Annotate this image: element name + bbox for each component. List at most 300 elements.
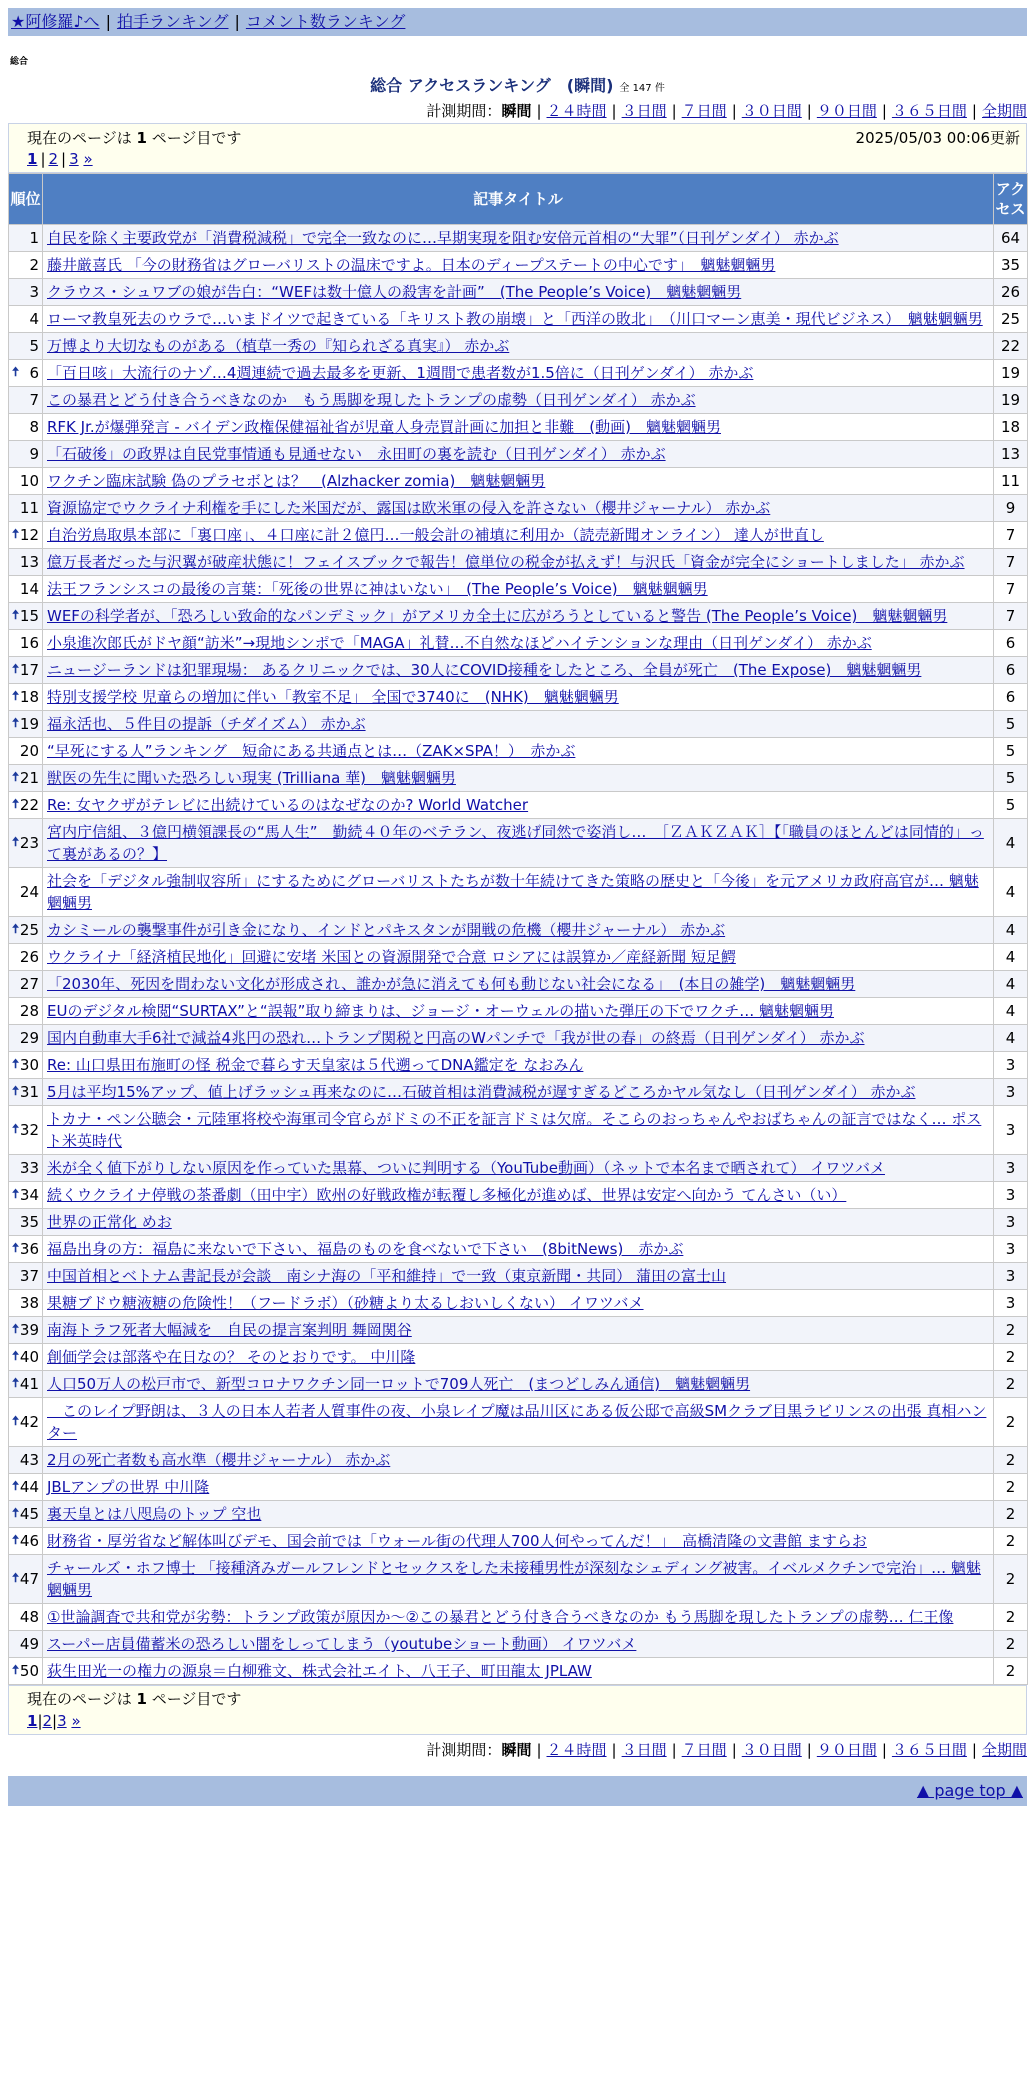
- pagination-bottom: [27, 1710, 1020, 1734]
- article-link[interactable]: 中国首相とベトナム書記長が会談 南シナ海の「平和維持」で一致（東京新聞・共同） 蒲田の富士山: [47, 1267, 727, 1285]
- table-row: [9, 1236, 1028, 1263]
- nav-applause-ranking-link[interactable]: 拍手ランキング: [116, 12, 229, 31]
- article-link[interactable]: 資源協定でウクライナ利権を手にした米国だが、露国は欧米軍の侵入を許さない（櫻井ジャーナル） 赤かぶ: [47, 499, 771, 517]
- rank-up-arrow-icon: 🠅: [12, 1479, 20, 1494]
- article-link[interactable]: Re: 山口県田布施町の怪 税金で暮らす天皇家は５代遡ってDNA鑑定を なおみん: [47, 1056, 584, 1074]
- title-cell: [43, 1182, 994, 1209]
- rank-cell: [9, 360, 43, 387]
- period-separator: |: [536, 102, 542, 120]
- rank-up-arrow-icon: 🠅: [12, 922, 20, 937]
- rank-cell: [9, 1555, 43, 1604]
- page-link[interactable]: 2: [42, 1712, 53, 1730]
- rank-cell: [9, 1263, 43, 1290]
- article-link[interactable]: トカナ・ペン公聴会・元陸軍将校や海軍司令官らがドミの不正を証言ドミは欠席。そこらのおっちゃんやおばちゃんの証言ではなく… ポスト米英時代: [47, 1110, 982, 1150]
- access-count: 2: [994, 1344, 1028, 1371]
- article-link[interactable]: 法王フランシスコの最後の言葉：「死後の世界に神はいない」 (The People’s Voice) 魑魅魍魎男: [47, 580, 708, 598]
- article-link[interactable]: 5月は平均15%アップ、値上げラッシュ再来なのに…石破首相は消費減税が遅すぎるどころかヤル気なし（日刊ゲンダイ） 赤かぶ: [47, 1083, 916, 1101]
- title-cell: [43, 1555, 994, 1604]
- access-count: 3: [994, 1106, 1028, 1155]
- article-link[interactable]: 自民を除く主要政党が「消費税減税」で完全一致なのに…早期実現を阻む安倍元首相の“大罪”（日刊ゲンダイ） 赤かぶ: [47, 229, 839, 247]
- title-cell: [43, 333, 994, 360]
- rank-number: 34: [19, 1186, 39, 1204]
- article-link[interactable]: ウクライナ「経済植民地化」回避に安堵 米国との資源開発で合意 ロシアには誤算か／産経新聞 短足鰐: [47, 948, 736, 966]
- title-cell: [43, 1317, 994, 1344]
- rank-cell: [9, 387, 43, 414]
- access-count: 4: [994, 819, 1028, 868]
- rank-cell: [9, 495, 43, 522]
- pager-separator: |: [37, 1712, 43, 1730]
- period-link[interactable]: ２４時間: [546, 1741, 607, 1759]
- article-link[interactable]: 自治労鳥取県本部に「裏口座」、４口座に計２億円…一般会計の補填に利用か（読売新聞オンライン） 達人が世直し: [47, 526, 824, 544]
- period-separator: |: [536, 1741, 542, 1759]
- period-link[interactable]: ３０日間: [741, 1741, 802, 1759]
- access-count: 3: [994, 1155, 1028, 1182]
- title-cell: [43, 1209, 994, 1236]
- table-row: [9, 1474, 1028, 1501]
- pagination-top: [27, 148, 1020, 172]
- table-row: [9, 1155, 1028, 1182]
- period-separator: |: [881, 102, 887, 120]
- period-separator: |: [971, 1741, 977, 1759]
- period-link[interactable]: ３日間: [621, 1741, 667, 1759]
- page-link-current[interactable]: 1: [27, 1712, 38, 1730]
- rank-up-arrow-icon: 🠅: [12, 1122, 20, 1137]
- article-link[interactable]: ニュージーランドは犯罪現場： あるクリニックでは、30人にCOVID接種をしたところ、全員が死亡 (The Expose) 魑魅魍魎男: [47, 661, 922, 679]
- title-cell: [43, 1052, 994, 1079]
- rank-cell: [9, 819, 43, 868]
- period-separator: |: [671, 1741, 677, 1759]
- article-link[interactable]: 福島出身の方：福島に来ないで下さい、福島のものを食べないで下さい (8bitNews) 赤かぶ: [47, 1240, 684, 1258]
- rank-cell: [9, 765, 43, 792]
- rank-up-arrow-icon: 🠅: [12, 770, 20, 785]
- access-count: 4: [994, 1025, 1028, 1052]
- access-count: 2: [994, 1447, 1028, 1474]
- article-link[interactable]: 荻生田光一の権力の源泉＝白柳雅文、株式会社エイト、八王子、町田龍太 JPLAW: [47, 1662, 592, 1680]
- rank-up-arrow-icon: 🠅: [12, 1187, 20, 1202]
- title-cell: [43, 944, 994, 971]
- access-count: 3: [994, 1290, 1028, 1317]
- article-link[interactable]: スーパー店員備蓄米の恐ろしい闇をしってしまう（youtubeショート動画） イワツバメ: [47, 1635, 637, 1653]
- rank-cell: [9, 252, 43, 279]
- table-row: [9, 630, 1028, 657]
- period-selector-top: [8, 100, 1027, 121]
- rank-cell: [9, 414, 43, 441]
- title-cell: [43, 1447, 994, 1474]
- rank-number: 12: [19, 526, 39, 544]
- rank-cell: [9, 1501, 43, 1528]
- rank-up-arrow-icon: 🠅: [12, 797, 20, 812]
- rank-cell: [9, 1236, 43, 1263]
- access-count: 3: [994, 1182, 1028, 1209]
- article-link[interactable]: WEFの科学者が、「恐ろしい致命的なパンデミック」がアメリカ全土に広がろうとしていると警告 (The People’s Voice) 魑魅魍魎男: [47, 607, 948, 625]
- rank-number: 35: [19, 1213, 39, 1231]
- access-count: 13: [994, 441, 1028, 468]
- access-count: 2: [994, 1474, 1028, 1501]
- title-cell: [43, 1155, 994, 1182]
- rank-cell: [9, 306, 43, 333]
- rank-cell: [9, 1631, 43, 1658]
- period-link[interactable]: ２４時間: [546, 102, 607, 120]
- title-cell: [43, 306, 994, 333]
- period-current: 瞬間: [501, 1741, 532, 1759]
- title-cell: [43, 576, 994, 603]
- article-link[interactable]: 社会を「デジタル強制収容所」にするためにグローバリストたちが数十年続けてきた策略の歴史と「今後」を元アメリカ政府高官が… 魑魅魍魎男: [47, 872, 979, 912]
- article-link[interactable]: ローマ教皇死去のウラで…いまドイツで起きている「キリスト教の崩壊」と「西洋の敗北」 （川口マーン恵美・現代ビジネス） 魑魅魍魎男: [47, 310, 983, 328]
- rank-number: 48: [19, 1608, 39, 1626]
- nav-separator: |: [105, 12, 111, 31]
- access-count: 19: [994, 387, 1028, 414]
- rank-number: 8: [29, 418, 39, 436]
- title-cell: [43, 998, 994, 1025]
- period-link[interactable]: ３６５日間: [891, 102, 967, 120]
- rank-number: 49: [19, 1635, 39, 1653]
- access-count: 2: [994, 1398, 1028, 1447]
- title-cell: [43, 819, 994, 868]
- nav-home-link[interactable]: ★阿修羅♪へ: [11, 12, 100, 31]
- table-row: [9, 1528, 1028, 1555]
- rank-up-arrow-icon: 🠅: [12, 1376, 20, 1391]
- table-row: [9, 1182, 1028, 1209]
- table-row: [9, 1263, 1028, 1290]
- rank-number: 15: [19, 607, 39, 625]
- title-cell: [43, 684, 994, 711]
- rank-cell: [9, 1344, 43, 1371]
- table-row: [9, 603, 1028, 630]
- rank-cell: [9, 868, 43, 917]
- article-link[interactable]: カシミールの襲撃事件が引き金になり、インドとパキスタンが開戦の危機（櫻井ジャーナル） 赤かぶ: [47, 921, 726, 939]
- page-status-bottom: [8, 1685, 1027, 1735]
- period-separator: |: [611, 102, 617, 120]
- access-count: 5: [994, 711, 1028, 738]
- page-link[interactable]: 3: [57, 1712, 67, 1730]
- access-count: 35: [994, 252, 1028, 279]
- page-title: [0, 73, 1035, 96]
- rank-cell: [9, 1398, 43, 1447]
- article-link[interactable]: 藤井厳喜氏 「今の財務省はグローバリストの温床ですよ。日本のディープステートの中心です」 魑魅魍魎男: [47, 256, 776, 274]
- rank-up-arrow-icon: 🠅: [12, 1414, 20, 1429]
- period-separator: |: [731, 102, 737, 120]
- table-row: [9, 792, 1028, 819]
- period-link[interactable]: 全期間: [981, 102, 1027, 120]
- rank-number: 38: [19, 1294, 39, 1312]
- rank-up-arrow-icon: 🠅: [12, 527, 20, 542]
- article-link[interactable]: EUのデジタル検閲“SURTAX”と“誤報”取り締まりは、ジョージ・オーウェルの描いた弾圧の下でワクチ… 魑魅魍魎男: [47, 1002, 834, 1020]
- period-separator: |: [731, 1741, 737, 1759]
- ranking-table-body: [9, 225, 1028, 1685]
- rank-number: 22: [19, 796, 39, 814]
- table-row: [9, 868, 1028, 917]
- period-link[interactable]: 全期間: [981, 1741, 1027, 1759]
- access-count: 6: [994, 630, 1028, 657]
- access-count: 6: [994, 657, 1028, 684]
- rank-cell: [9, 1371, 43, 1398]
- table-row: [9, 684, 1028, 711]
- rank-cell: [9, 792, 43, 819]
- period-link[interactable]: ３０日間: [741, 102, 802, 120]
- title-cell: [43, 549, 994, 576]
- table-row: [9, 1209, 1028, 1236]
- title-cell: [43, 1079, 994, 1106]
- title-cell: [43, 360, 994, 387]
- rank-number: 16: [19, 634, 39, 652]
- table-row: [9, 765, 1028, 792]
- rank-up-arrow-icon: 🠅: [12, 1084, 20, 1099]
- table-row: [9, 360, 1028, 387]
- title-cell: [43, 414, 994, 441]
- period-link[interactable]: ９０日間: [816, 1741, 877, 1759]
- access-count: 2: [994, 1501, 1028, 1528]
- period-link[interactable]: ７日間: [681, 102, 727, 120]
- table-row: [9, 819, 1028, 868]
- rank-cell: [9, 1155, 43, 1182]
- header-title: 記事タイトル: [43, 174, 994, 225]
- access-count: 3: [994, 1236, 1028, 1263]
- rank-number: 39: [19, 1321, 39, 1339]
- table-row: [9, 306, 1028, 333]
- rank-cell: [9, 738, 43, 765]
- title-cell: [43, 868, 994, 917]
- access-count: 4: [994, 944, 1028, 971]
- article-link[interactable]: 福永活也、５件目の提訴（チダイズム） 赤かぶ: [47, 715, 366, 733]
- next-page-link[interactable]: »: [83, 150, 93, 168]
- rank-up-arrow-icon: 🠅: [12, 835, 20, 850]
- rank-number: 50: [19, 1662, 39, 1680]
- pager-separator: |: [40, 150, 46, 168]
- next-page-link[interactable]: »: [71, 1712, 81, 1730]
- rank-up-arrow-icon: 🠅: [12, 1322, 20, 1337]
- rank-cell: [9, 225, 43, 252]
- rank-number: 32: [19, 1121, 39, 1139]
- access-count: 2: [994, 1317, 1028, 1344]
- article-link[interactable]: このレイプ野朗は、３人の日本人若者人質事件の夜、小泉レイプ魔は品川区にある仮公邸で高級SMクラブ目黒ラビリンスの出張 真相ハンター: [47, 1402, 987, 1442]
- rank-number: 2: [29, 256, 39, 274]
- rank-number: 41: [19, 1375, 39, 1393]
- article-link[interactable]: 「石破後」の政界は自民党事情通も見通せない 永田町の裏を読む（日刊ゲンダイ） 赤かぶ: [47, 445, 666, 463]
- article-link[interactable]: ①世論調査で共和党が劣勢：トランプ政策が原因か～②この暴君とどう付き合うべきなのか もう馬脚を現したトランプの虚勢… 仁王像: [47, 1608, 954, 1626]
- table-row: [9, 1604, 1028, 1631]
- table-row: [9, 495, 1028, 522]
- article-link[interactable]: “早死にする人”ランキング 短命にある共通点とは…（ZAK×SPA！） 赤かぶ: [47, 742, 576, 760]
- title-cell: [43, 1371, 994, 1398]
- rank-cell: [9, 1079, 43, 1106]
- rank-cell: [9, 1209, 43, 1236]
- access-count: 7: [994, 576, 1028, 603]
- article-link[interactable]: 米が全く値下がりしない原因を作っていた黒幕、ついに判明する（YouTube動画）（ネットで本名まで晒されて） イワツバメ: [47, 1159, 885, 1177]
- rank-number: 13: [19, 553, 39, 571]
- table-row: [9, 225, 1028, 252]
- table-row: [9, 522, 1028, 549]
- nav-comment-ranking-link[interactable]: コメント数ランキング: [245, 12, 406, 31]
- current-page-text: 現在のページは 1 ページ目です: [27, 1690, 242, 1708]
- access-count: 25: [994, 306, 1028, 333]
- article-link[interactable]: 人口50万人の松戸市で、新型コロナワクチン同一ロットで709人死亡 (まつどしみん通信) 魑魅魍魎男: [47, 1375, 751, 1393]
- article-link[interactable]: 南海トラフ死者大幅減を 自民の提言案判明 舞岡関谷: [47, 1321, 412, 1339]
- table-row: [9, 998, 1028, 1025]
- table-row: [9, 1371, 1028, 1398]
- access-count: 5: [994, 765, 1028, 792]
- title-cell: [43, 711, 994, 738]
- rank-up-arrow-icon: 🠅: [12, 1349, 20, 1364]
- rank-cell: [9, 657, 43, 684]
- ranking-title: 総合 アクセスランキング (瞬間): [370, 76, 614, 95]
- rank-up-arrow-icon: 🠅: [12, 1506, 20, 1521]
- rank-cell: [9, 1052, 43, 1079]
- period-label: 計測期間：: [426, 1741, 502, 1759]
- rank-up-arrow-icon: 🠅: [12, 1057, 20, 1072]
- rank-up-arrow-icon: 🠅: [12, 716, 20, 731]
- table-row: [9, 549, 1028, 576]
- page-top-link[interactable]: ▲ page top ▲: [916, 1781, 1023, 1800]
- rank-cell: [9, 917, 43, 944]
- rank-number: 29: [19, 1029, 39, 1047]
- article-link[interactable]: RFK Jr.が爆弾発言 - バイデン政権保健福祉省が児童人身売買計画に加担と非難 (動画) 魑魅魍魎男: [47, 418, 721, 436]
- article-link[interactable]: 億万長者だった与沢翼が破産状態に！フェイスブックで報告！億単位の税金が払えず！与沢氏「資金が完全にショートしました」 赤かぶ: [47, 553, 965, 571]
- article-link[interactable]: 財務省・厚労省など解体叫びデモ、国会前では「ウォール街の代理人700人何やってんだ！」 高橋清隆の文書館 ますらお: [47, 1532, 867, 1550]
- rank-number: 7: [29, 391, 39, 409]
- rank-up-arrow-icon: 🠅: [12, 1241, 20, 1256]
- pager-separator: |: [52, 1712, 58, 1730]
- article-link[interactable]: 続くウクライナ停戦の茶番劇（田中宇）欧州の好戦政権が転覆し多極化が進めば、世界は安定へ向かう てんさい（い）: [47, 1186, 847, 1204]
- article-link[interactable]: 宮内庁信組、３億円横領課長の“馬人生” 勤続４０年のベテラン、夜逃げ同然で姿消し… ［ＺＡＫＺＡＫ］【「職員のほとんどは同情的」って裏があるの？】: [47, 823, 984, 863]
- period-label: 計測期間：: [426, 102, 502, 120]
- rank-number: 30: [19, 1056, 39, 1074]
- title-cell: [43, 603, 994, 630]
- rank-cell: [9, 1317, 43, 1344]
- title-cell: [43, 1474, 994, 1501]
- rank-up-arrow-icon: 🠅: [12, 1533, 20, 1548]
- article-link[interactable]: 世界の正常化 めお: [47, 1213, 172, 1231]
- article-link[interactable]: チャールズ・ホフ博士 「接種済みガールフレンドとセックスをした未接種男性が深刻なシェディング被害。イベルメクチンで完治」… 魑魅魍魎男: [47, 1559, 981, 1599]
- article-link[interactable]: 万博より大切なものがある（植草一秀の『知られざる真実』） 赤かぶ: [47, 337, 510, 355]
- rank-cell: [9, 1658, 43, 1685]
- title-cell: [43, 1106, 994, 1155]
- page-link[interactable]: 2: [48, 150, 59, 168]
- access-count: 4: [994, 917, 1028, 944]
- title-cell: [43, 1236, 994, 1263]
- article-link[interactable]: 小泉進次郎氏がドヤ顔“訪米”→現地シンポで「MAGA」礼賛…不自然なほどハイテンションな理由（日刊ゲンダイ） 赤かぶ: [47, 634, 872, 652]
- table-row: [9, 441, 1028, 468]
- table-row: [9, 1631, 1028, 1658]
- title-cell: [43, 522, 994, 549]
- ranking-table: [8, 173, 1028, 1685]
- title-cell: [43, 630, 994, 657]
- rank-number: 42: [19, 1413, 39, 1431]
- article-link[interactable]: 裏天皇とは八咫烏のトップ 空也: [47, 1505, 262, 1523]
- rank-cell: [9, 711, 43, 738]
- period-link[interactable]: ９０日間: [816, 102, 877, 120]
- rank-cell: [9, 1604, 43, 1631]
- rank-number: 28: [19, 1002, 39, 1020]
- table-header-row: [9, 174, 1028, 225]
- table-row: [9, 576, 1028, 603]
- rank-cell: [9, 1106, 43, 1155]
- rank-number: 36: [19, 1240, 39, 1258]
- rank-number: 10: [19, 472, 39, 490]
- access-count: 5: [994, 792, 1028, 819]
- rank-cell: [9, 1474, 43, 1501]
- rank-number: 20: [19, 742, 39, 760]
- access-count: 4: [994, 998, 1028, 1025]
- nav-separator: |: [234, 12, 240, 31]
- rank-number: 23: [19, 834, 39, 852]
- rank-cell: [9, 279, 43, 306]
- title-cell: [43, 387, 994, 414]
- table-row: [9, 1317, 1028, 1344]
- title-cell: [43, 657, 994, 684]
- rank-cell: [9, 549, 43, 576]
- period-link[interactable]: ３６５日間: [891, 1741, 967, 1759]
- title-cell: [43, 1631, 994, 1658]
- rank-number: 45: [19, 1505, 39, 1523]
- rank-number: 11: [19, 499, 39, 517]
- access-count: 26: [994, 279, 1028, 306]
- table-row: [9, 1106, 1028, 1155]
- article-link[interactable]: ワクチン臨床試験 偽のプラセボとは？ (Alzhacker zomia) 魑魅魍魎男: [47, 472, 546, 490]
- article-link[interactable]: 特別支援学校 児童らの増加に伴い「教室不足」 全国で3740に (NHK) 魑魅魍魎男: [47, 688, 619, 706]
- article-link[interactable]: 「2030年、死因を問わない文化が形成され、誰かが急に消えても何も動じない社会になる」 (本日の雑学) 魑魅魍魎男: [47, 975, 856, 993]
- article-link[interactable]: 果糖ブドウ糖液糖の危険性！（フードラボ）（砂糖より太るしおいしくない） イワツバメ: [47, 1294, 644, 1312]
- period-current: 瞬間: [501, 102, 532, 120]
- article-link[interactable]: 創価学会は部落や在日なの？ そのとおりです。 中川隆: [47, 1348, 416, 1366]
- rank-up-arrow-icon: 🠅: [12, 365, 20, 380]
- title-cell: [43, 1290, 994, 1317]
- title-cell: [43, 1528, 994, 1555]
- title-cell: [43, 1398, 994, 1447]
- rank-number: 27: [19, 975, 39, 993]
- current-page-text: 現在のページは 1 ページ目です: [27, 128, 242, 147]
- title-cell: [43, 1263, 994, 1290]
- header-access: アクセス: [994, 174, 1028, 225]
- rank-cell: [9, 1528, 43, 1555]
- rank-cell: [9, 1290, 43, 1317]
- period-separator: |: [611, 1741, 617, 1759]
- access-count: 18: [994, 414, 1028, 441]
- period-link[interactable]: ７日間: [681, 1741, 727, 1759]
- article-link[interactable]: この暴君とどう付き合うべきなのか もう馬脚を現したトランプの虚勢（日刊ゲンダイ） 赤かぶ: [47, 391, 696, 409]
- rank-up-arrow-icon: 🠅: [12, 608, 20, 623]
- title-cell: [43, 441, 994, 468]
- page-link-current[interactable]: 1: [27, 150, 38, 168]
- article-link[interactable]: 国内自動車大手6社で減益4兆円の恐れ…トランプ関税と円高のWパンチで「我が世の春」の終焉（日刊ゲンダイ） 赤かぶ: [47, 1029, 865, 1047]
- table-row: [9, 711, 1028, 738]
- article-link[interactable]: 「百日咳」大流行のナゾ…4週連続で過去最多を更新、1週間で患者数が1.5倍に（日刊ゲンダイ） 赤かぶ: [47, 364, 754, 382]
- title-cell: [43, 917, 994, 944]
- rank-number: 44: [19, 1478, 39, 1496]
- rank-up-arrow-icon: 🠅: [12, 689, 20, 704]
- table-row: [9, 252, 1028, 279]
- table-row: [9, 1025, 1028, 1052]
- rank-number: 46: [19, 1532, 39, 1550]
- access-count: 11: [994, 468, 1028, 495]
- access-count: 9: [994, 495, 1028, 522]
- article-link[interactable]: 2月の死亡者数も高水準（櫻井ジャーナル） 赤かぶ: [47, 1451, 391, 1469]
- article-link[interactable]: Re: 女ヤクザがテレビに出続けているのはなぜなのか? World Watcher: [47, 796, 529, 814]
- header-rank: 順位: [9, 174, 43, 225]
- page-link[interactable]: 3: [69, 150, 79, 168]
- rank-cell: [9, 576, 43, 603]
- table-row: [9, 971, 1028, 998]
- access-count: 3: [994, 1263, 1028, 1290]
- rank-number: 5: [29, 337, 39, 355]
- rank-cell: [9, 998, 43, 1025]
- period-link[interactable]: ３日間: [621, 102, 667, 120]
- bottom-bar: [8, 1776, 1027, 1806]
- article-link[interactable]: 獣医の先生に聞いた恐ろしい現実 (Trilliana 華) 魑魅魍魎男: [47, 769, 456, 787]
- article-link[interactable]: JBLアンプの世界 中川隆: [47, 1478, 210, 1496]
- article-link[interactable]: クラウス・シュワブの娘が告白：“WEFは数十億人の殺害を計画” (The People’s Voice) 魑魅魍魎男: [47, 283, 742, 301]
- rank-number: 31: [19, 1083, 39, 1101]
- access-count: 2: [994, 1371, 1028, 1398]
